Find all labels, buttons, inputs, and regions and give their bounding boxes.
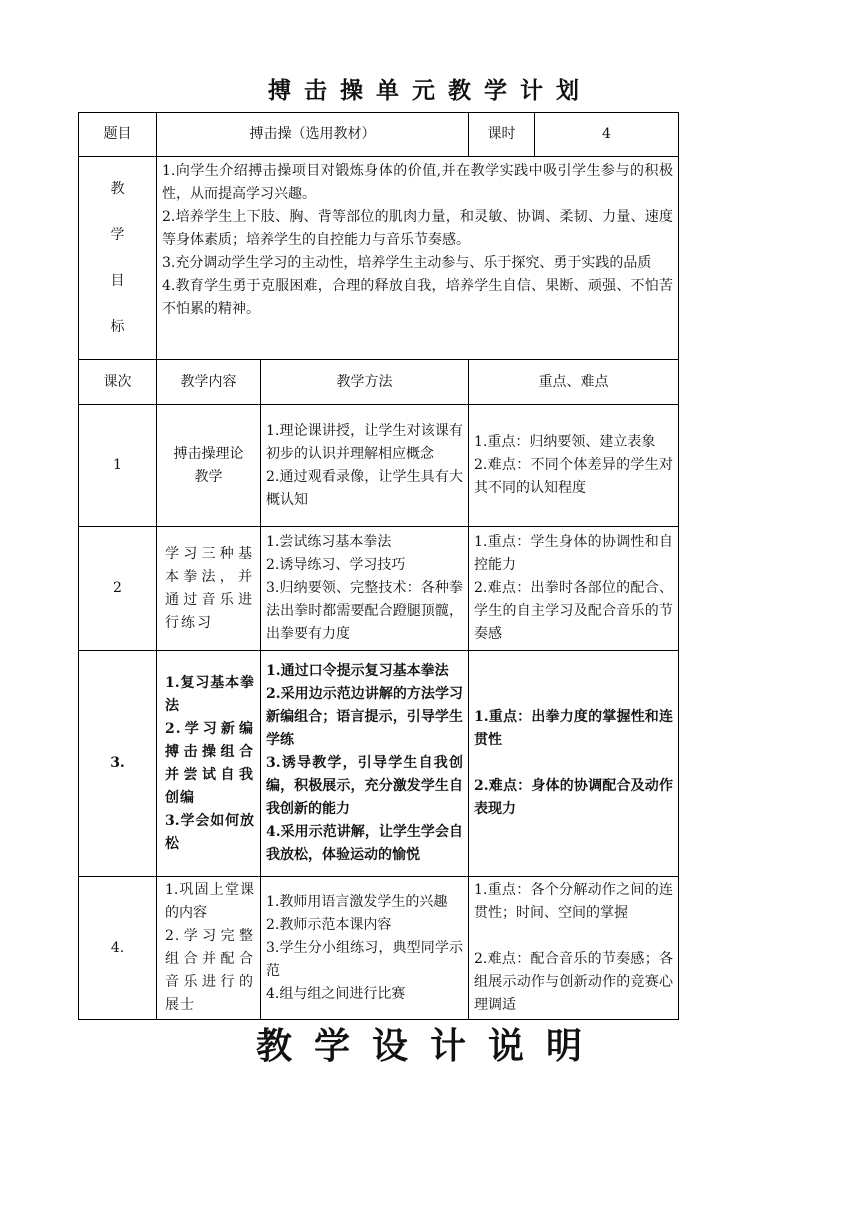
lesson-session: 4. xyxy=(79,877,157,1020)
lesson-content-item: 2.学习完整组合并配合音乐进行的展士 xyxy=(165,928,254,1013)
lesson-methods xyxy=(261,877,469,1020)
section-heading: 教学设计说明 xyxy=(255,1025,604,1067)
objectives-row xyxy=(79,157,679,360)
lesson-row xyxy=(79,527,679,651)
lesson-content-item: 2.学习新编搏击操组合并尝试自我创编 xyxy=(165,720,254,806)
lesson-row xyxy=(79,651,679,877)
method-item: 3.诱导教学，引导学生自我创编，积极展示，充分激发学生自我创新的能力 xyxy=(266,755,463,817)
topic-label: 题目 xyxy=(79,113,157,157)
lesson-focus xyxy=(469,527,679,651)
key-point: 1.重点：学生身体的协调性和自控能力 xyxy=(474,534,673,573)
method-item: 4.采用示范讲解，让学生学会自我放松，体验运动的愉悦 xyxy=(266,824,463,863)
method-item: 1.理论课讲授，让学生对该课有初步的认识并理解相应概念 xyxy=(266,422,463,462)
lesson-content xyxy=(157,527,261,651)
lesson-content-item: 1.巩固上堂课的内容 xyxy=(165,882,254,921)
lesson-row xyxy=(79,405,679,527)
objective-item: 2.培养学生上下肢、胸、背等部位的肌肉力量，和灵敏、协调、柔韧、力量、速度等身体素质；培养学生的自控能力与音乐节奏感。 xyxy=(162,209,673,248)
method-item: 1.通过口令提示复习基本拳法 xyxy=(266,663,449,679)
difficulty: 2.难点：出拳时各部位的配合、学生的自主学习及配合音乐的节奏感 xyxy=(474,580,673,642)
topic-row xyxy=(79,113,679,157)
lesson-content xyxy=(157,877,261,1020)
page-title: 搏击操单元教学计划 xyxy=(268,77,592,104)
objective-item: 3.充分调动学生学习的主动性，培养学生主动参与、乐于探究、勇于实践的品质 xyxy=(162,255,652,271)
hours-label: 课时 xyxy=(469,113,535,157)
lesson-methods xyxy=(261,527,469,651)
difficulty: 2.难点：配合音乐的节奏感；各组展示动作与创新动作的竞赛心理调适 xyxy=(474,951,673,1013)
lesson-content-item: 1.复习基本拳法 xyxy=(165,674,254,714)
objectives-label-char: 标 xyxy=(110,319,125,335)
lesson-session: 3. xyxy=(79,651,157,877)
objectives-content xyxy=(157,157,679,360)
lesson-content xyxy=(157,651,261,877)
column-header-content: 教学内容 xyxy=(157,360,261,405)
lesson-focus xyxy=(469,405,679,527)
key-point: 1.重点：各个分解动作之间的连贯性；时间、空间的掌握 xyxy=(474,882,673,921)
lesson-content-item: 学习三种基本拳法，并通过音乐进行练习 xyxy=(165,545,254,631)
objective-item: 4.教育学生勇于克服困难，合理的释放自我，培养学生自信、果断、顽强、不怕苦不怕累的精神。 xyxy=(162,278,673,317)
lesson-focus xyxy=(469,877,679,1020)
column-header-row xyxy=(79,360,679,405)
lesson-content xyxy=(157,405,261,527)
teaching-plan-table xyxy=(78,112,679,1020)
column-header-session: 课次 xyxy=(79,360,157,405)
objectives-label xyxy=(79,157,157,360)
objectives-label-char: 学 xyxy=(110,227,125,243)
column-header-method: 教学方法 xyxy=(261,360,469,405)
method-item: 4.组与组之间进行比赛 xyxy=(266,985,406,1002)
method-item: 1.尝试练习基本拳法 xyxy=(266,534,392,550)
lesson-session: 2 xyxy=(79,527,157,651)
difficulty: 2.难点：身体的协调配合及动作表现力 xyxy=(474,778,673,817)
lesson-content-item: 3.学会如何放松 xyxy=(165,812,254,852)
method-item: 3.学生分小组练习，典型同学示范 xyxy=(266,939,463,979)
objective-item: 1.向学生介绍搏击操项目对锻炼身体的价值,并在教学实践中吸引学生参与的积极性，从而提高学习兴趣。 xyxy=(162,163,673,202)
topic-value: 搏击操（选用教材） xyxy=(157,113,469,157)
method-item: 3.归纳要领、完整技术：各种拳法出拳时都需要配合蹬腿顶髋，出拳要有力度 xyxy=(266,580,463,642)
method-item: 2.通过观看录像，让学生具有大概认知 xyxy=(266,468,463,508)
lesson-row xyxy=(79,877,679,1020)
lesson-methods xyxy=(261,405,469,527)
lesson-content-item: 搏击操理论教学 xyxy=(173,445,244,485)
lesson-focus xyxy=(469,651,679,877)
key-point: 1.重点：出拳力度的掌握性和连贯性 xyxy=(474,709,673,748)
method-item: 1.教师用语言激发学生的兴趣 xyxy=(266,893,448,910)
hours-value: 4 xyxy=(535,113,679,157)
method-item: 2.诱导练习、学习技巧 xyxy=(266,557,406,573)
key-point: 1.重点：归纳要领、建立表象 xyxy=(474,434,656,450)
objectives-label-char: 教 xyxy=(110,181,125,197)
method-item: 2.采用边示范边讲解的方法学习新编组合；语言提示，引导学生学练 xyxy=(266,686,463,748)
column-header-focus: 重点、难点 xyxy=(469,360,679,405)
lesson-session: 1 xyxy=(79,405,157,527)
method-item: 2.教师示范本课内容 xyxy=(266,916,392,933)
objectives-label-char: 目 xyxy=(110,273,125,289)
difficulty: 2.难点：不同个体差异的学生对其不同的认知程度 xyxy=(474,457,673,496)
lesson-methods xyxy=(261,651,469,877)
